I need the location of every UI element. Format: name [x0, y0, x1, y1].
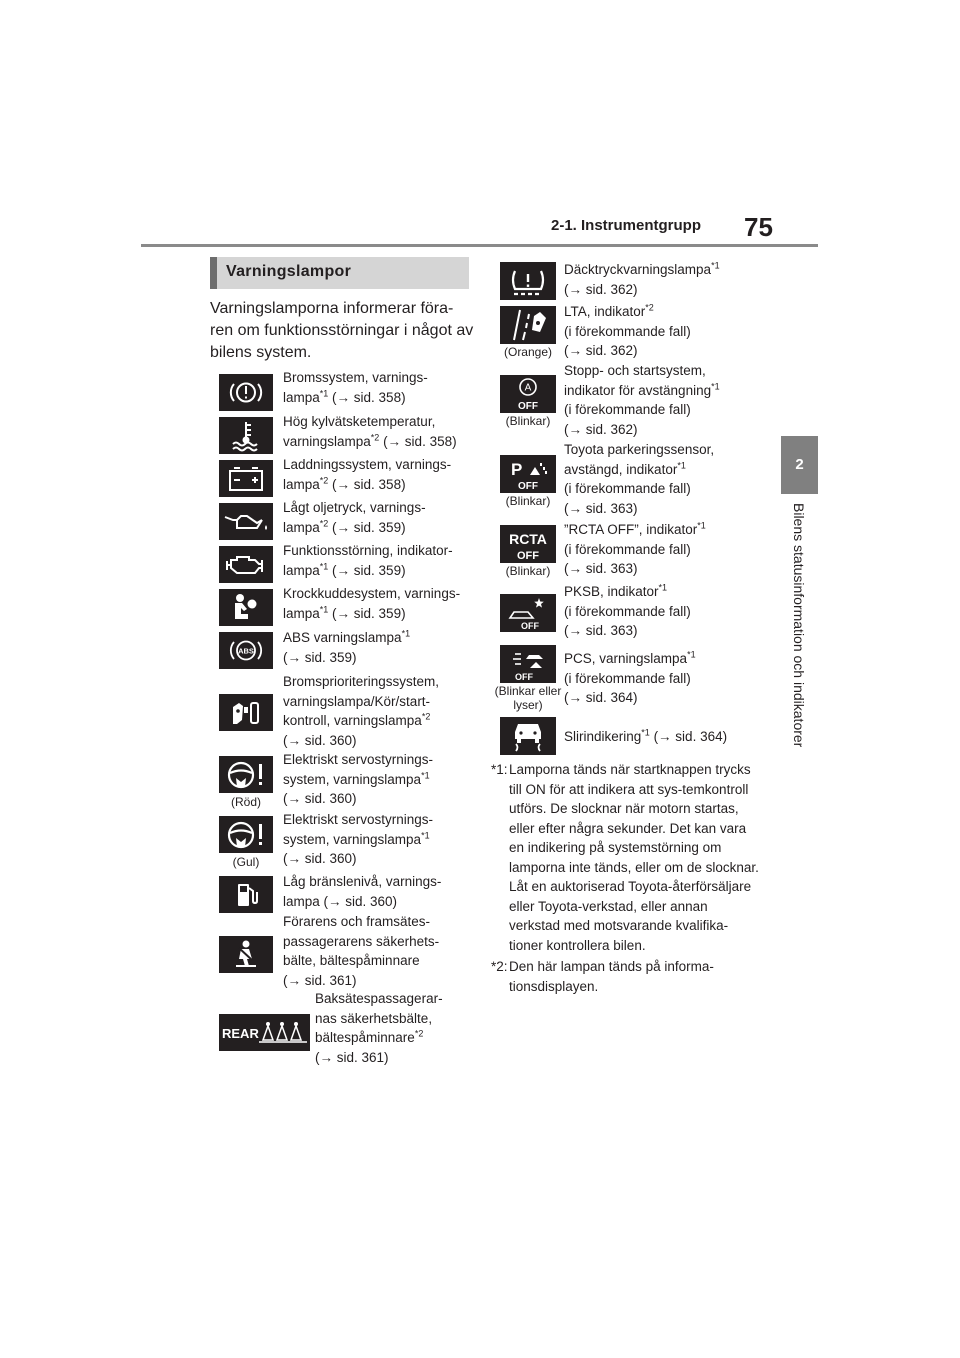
off-label: OFF [515, 672, 533, 682]
footnote-text: Den här lampan tänds på informa-tionsdisplayen. [509, 959, 714, 994]
steering-warning-icon [219, 756, 273, 793]
left-item-desc: Bromssystem, varnings- lampa$^{*1}$ (→ sid. 358) [283, 370, 428, 405]
off-label: OFF [518, 401, 538, 412]
svg-text:A: A [524, 382, 532, 394]
left-item-desc: Elektriskt servostyrnings- system, varningslampa$^{*1}$ (→ sid. 360) [283, 752, 434, 806]
lane-assist-icon [500, 306, 556, 344]
left-item-desc: Baksätespassagerar- nas säkerhetsbälte, bältespåminnare$^{*2}$ (→ sid. 361) [315, 991, 443, 1065]
coolant-temperature-icon [219, 417, 273, 454]
rcta-off-icon [500, 525, 556, 563]
right-item-desc: Stopp- och startsystem, indikator för avstängning$^{*1}$ (i förekommande fall) (→ sid. 362) [564, 363, 720, 437]
right-item-desc: Däcktryckvarningslampa$^{*1}$ (→ sid. 362) [564, 260, 720, 297]
off-label: OFF [521, 621, 539, 631]
right-item-desc: ”RCTA OFF”, indikator$^{*1}$ (i förekommande fall) (→ sid. 363) [564, 520, 706, 576]
steering-warning-icon [219, 816, 273, 853]
left-item-desc: Lågt oljetryck, varnings- lampa$^{*2}$ (→ sid. 359) [283, 500, 426, 535]
airbag-icon [219, 589, 273, 626]
footnote-marker: *1: [491, 762, 508, 777]
item-caption: (Orange) [503, 345, 553, 359]
left-item-desc: Krockkuddesystem, varnings- lampa$^{*1}$ (→ sid. 359) [283, 586, 461, 621]
slip-indicator-icon [500, 717, 556, 755]
brake-warning-icon [219, 374, 273, 411]
off-label: OFF [517, 550, 539, 562]
left-item-desc: Förarens och framsätes- passagerarens säkerhets- bälte, bältespåminnare (→ sid. 361) [283, 914, 440, 988]
abs-icon [219, 632, 273, 669]
section-heading [210, 257, 469, 289]
left-item-desc: Bromsprioriteringssystem, varningslampa/Kör/start- kontroll, varningslampa$^{*2}$ (→ sid. 360) [283, 674, 440, 748]
chapter-side-text: Bilens statusinformation och indikatorer [791, 503, 807, 748]
stop-start-off-icon [500, 375, 556, 413]
item-caption: (Blinkar eller lyser) [494, 684, 562, 712]
svg-text:P: P [511, 460, 523, 479]
pcs-icon [500, 645, 556, 683]
left-item-desc: ABS varningslampa$^{*1}$ (→ sid. 359) [283, 628, 411, 665]
pksb-off-icon [500, 594, 556, 632]
left-item-desc: Funktionsstörning, indikator- lampa$^{*1}$ (→ sid. 359) [283, 543, 453, 578]
footnote-marker: *2: [491, 959, 508, 974]
oil-pressure-icon [219, 503, 273, 540]
section-intro: Varningslamporna informerar föra-ren om funktionsstörningar i något av bilens system. [210, 300, 474, 361]
item-caption: (Blinkar) [505, 414, 551, 428]
header-title: 2-1. Instrumentgrupp [551, 217, 702, 234]
item-caption: (Gul) [232, 855, 260, 869]
footnote [491, 957, 761, 996]
right-item-desc: LTA, indikator$^{*2}$ (i förekommande fall) (→ sid. 362) [564, 302, 691, 358]
left-item-desc: Laddningssystem, varnings- lampa$^{*2}$ (→ sid. 358) [283, 457, 452, 492]
item-caption: (Blinkar) [505, 564, 551, 578]
battery-charging-icon [219, 460, 273, 497]
left-item-desc: Låg bränslenivå, varnings- lampa (→ sid. 360) [283, 874, 442, 909]
engine-malfunction-icon [219, 546, 273, 583]
chapter-tab: 2 [781, 436, 818, 494]
rcta-label: RCTA [509, 531, 547, 547]
section-heading-bar [210, 257, 217, 289]
section-title: Varningslampor [226, 263, 352, 280]
rear-icon-text: REAR [222, 1026, 259, 1041]
footnotes [491, 760, 761, 998]
fuel-pump-icon [219, 876, 273, 913]
parking-sensor-off-icon [500, 455, 556, 493]
svg-text:ABS: ABS [238, 646, 254, 656]
item-caption: (Blinkar) [505, 494, 551, 508]
left-item-desc: Elektriskt servostyrnings- system, varningslampa$^{*1}$ (→ sid. 360) [283, 812, 434, 866]
tire-pressure-icon [500, 262, 556, 300]
right-item-desc: Toyota parkeringssensor, avstängd, indikator$^{*1}$ (i förekommande fall) (→ sid. 363) [564, 442, 715, 516]
header-rule [141, 244, 818, 247]
footnote-text: Lamporna tänds när startknappen trycks till ON för att indikera att sys-temkontroll utförs. De slocknar när motorn startas, eller efter några sekunder. Det kan vara en indikering på systemstörning om lamporna inte tänds, eller om de slocknar. Låt en auktoriserad Toyota-återförsäljare eller Toyota-verkstad, eller annan verkstad med motsvarande kvalifika-tioner kontrollera bilen. [509, 762, 759, 953]
seatbelt-icon [219, 936, 273, 973]
footnote [491, 760, 761, 955]
right-item-desc: Slirindikering$^{*1}$ (→ sid. 364) [564, 727, 728, 744]
right-item-desc: PKSB, indikator$^{*1}$ (i förekommande fall) (→ sid. 363) [564, 582, 691, 638]
left-item-desc: Hög kylvätsketemperatur, varningslampa$^{*2}$ (→ sid. 358) [283, 414, 457, 449]
item-caption: (Röd) [230, 795, 261, 809]
right-item-desc: PCS, varningslampa$^{*1}$ (i förekommande fall) (→ sid. 364) [564, 649, 696, 705]
page-number: 75 [744, 212, 773, 242]
brake-override-icon [219, 694, 273, 731]
rear-seatbelt-icon [219, 1014, 310, 1051]
off-label: OFF [518, 481, 538, 492]
